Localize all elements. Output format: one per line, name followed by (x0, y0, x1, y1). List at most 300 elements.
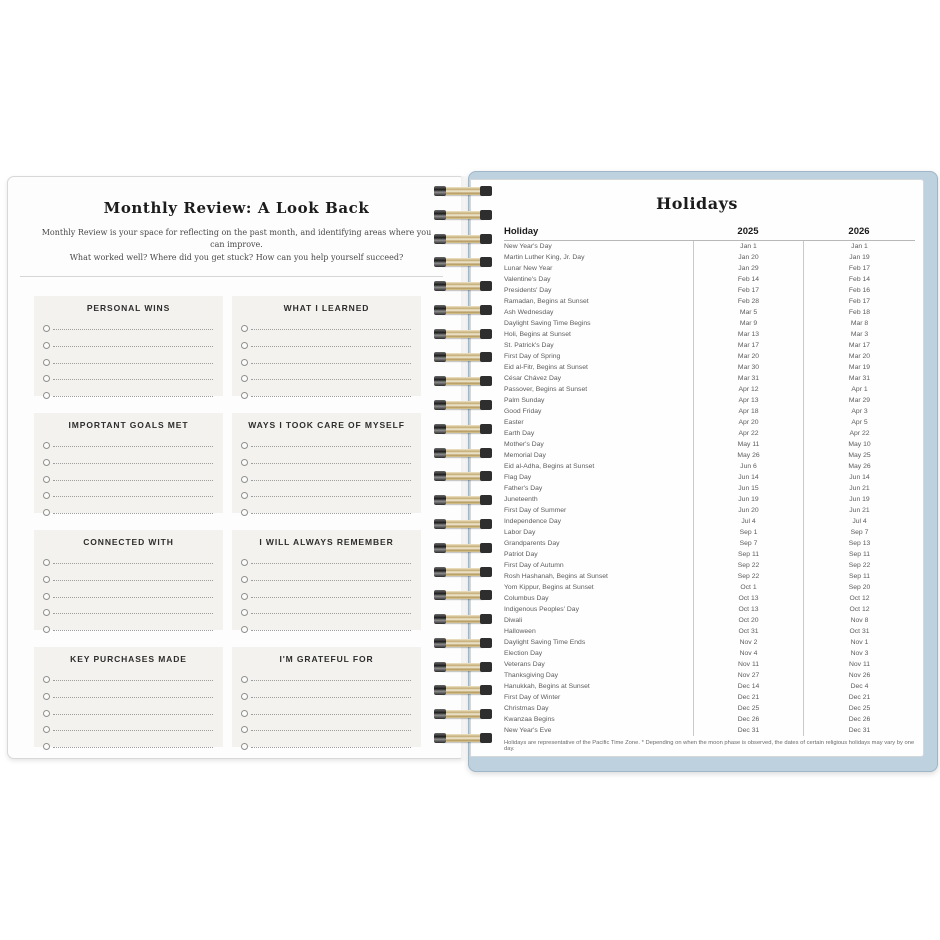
date-2026: Apr 3 (803, 406, 915, 417)
holiday-name: Flag Day (504, 474, 532, 481)
entry-line (43, 349, 214, 366)
holiday-row (504, 241, 915, 252)
bullet-circle-icon (241, 559, 248, 566)
spiral-coil-icon (434, 210, 492, 220)
date-2025: Apr 20 (693, 417, 803, 428)
holiday-row (504, 461, 915, 472)
bullet-circle-icon (241, 325, 248, 332)
date-2026: Jan 1 (803, 241, 915, 252)
holiday-row (504, 725, 915, 736)
date-2026: Apr 5 (803, 417, 915, 428)
column-header-2026: 2026 (848, 226, 870, 237)
review-section (232, 530, 421, 630)
date-2025: Dec 14 (693, 681, 803, 692)
entry-line (43, 332, 214, 349)
date-2026: Sep 11 (803, 549, 915, 560)
spiral-coil-icon (434, 662, 492, 672)
date-2025: Apr 18 (693, 406, 803, 417)
holiday-name: Columbus Day (504, 595, 549, 602)
bullet-circle-icon (43, 375, 50, 382)
holiday-name: Passover, Begins at Sunset (504, 386, 588, 393)
holiday-name: Valentine's Day (504, 276, 551, 283)
entry-line (43, 466, 214, 483)
dotted-writing-line (53, 697, 213, 698)
dotted-writing-line (53, 563, 213, 564)
subtitle-line-1: Monthly Review is your space for reflecting on the past month, and identifying areas where you can improve. (41, 228, 432, 250)
holiday-table (504, 225, 915, 736)
holiday-name: Patriot Day (504, 551, 538, 558)
date-2025: Oct 13 (693, 604, 803, 615)
bullet-circle-icon (241, 626, 248, 633)
dotted-writing-line (53, 363, 213, 364)
spiral-coil-icon (434, 400, 492, 410)
spiral-coil-icon (434, 281, 492, 291)
bullet-circle-icon (241, 693, 248, 700)
dotted-writing-line (53, 747, 213, 748)
holiday-row (504, 263, 915, 274)
timezone-footnote: Holidays are representative of the Pacific Time Zone. * Depending on when the moon phase is observed, the dates of certain religious holidays may vary by one day. (504, 740, 915, 752)
date-2026: May 26 (803, 461, 915, 472)
entry-line (241, 549, 412, 566)
holiday-row (504, 505, 915, 516)
date-2025: Apr 22 (693, 428, 803, 439)
holiday-name: Daylight Saving Time Ends (504, 639, 586, 646)
date-2025: Oct 31 (693, 626, 803, 637)
holiday-row (504, 714, 915, 725)
holiday-name: Indigenous Peoples' Day (504, 606, 579, 613)
dotted-writing-line (53, 446, 213, 447)
dotted-writing-line (251, 714, 411, 715)
entry-line (241, 566, 412, 583)
entry-line (241, 349, 412, 366)
dotted-writing-line (251, 463, 411, 464)
date-2026: Apr 22 (803, 428, 915, 439)
review-section-title: IMPORTANT GOALS MET (68, 420, 189, 431)
date-2026: Mar 31 (803, 373, 915, 384)
spiral-coil-icon (434, 186, 492, 196)
holiday-row (504, 450, 915, 461)
holiday-name: Election Day (504, 650, 543, 657)
holiday-name: New Year's Eve (504, 727, 552, 734)
date-2026: Jun 19 (803, 494, 915, 505)
review-sections-grid (34, 296, 465, 747)
holiday-row (504, 483, 915, 494)
entry-line (241, 700, 412, 717)
bullet-circle-icon (43, 609, 50, 616)
date-2025: Sep 7 (693, 538, 803, 549)
holiday-row (504, 373, 915, 384)
holiday-row (504, 527, 915, 538)
entry-line (241, 366, 412, 383)
holiday-row (504, 340, 915, 351)
holiday-name: St. Patrick's Day (504, 342, 554, 349)
date-2026: May 25 (803, 450, 915, 461)
date-2026: Oct 12 (803, 604, 915, 615)
holiday-name: Ramadan, Begins at Sunset (504, 298, 589, 305)
bullet-circle-icon (241, 726, 248, 733)
entry-line (43, 616, 214, 633)
holiday-row (504, 637, 915, 648)
spiral-coil-icon (434, 424, 492, 434)
spiral-coil-icon (434, 590, 492, 600)
holiday-row (504, 626, 915, 637)
holiday-row (504, 362, 915, 373)
date-2025: May 26 (693, 450, 803, 461)
dotted-writing-line (251, 480, 411, 481)
bullet-circle-icon (43, 492, 50, 499)
review-section-title: CONNECTED WITH (83, 537, 174, 548)
holiday-row (504, 516, 915, 527)
dotted-writing-line (251, 513, 411, 514)
holiday-name: Good Friday (504, 408, 542, 415)
bullet-circle-icon (43, 593, 50, 600)
bullet-circle-icon (241, 710, 248, 717)
date-2025: Mar 13 (693, 329, 803, 340)
dotted-writing-line (53, 680, 213, 681)
dotted-writing-line (53, 396, 213, 397)
dotted-writing-line (53, 379, 213, 380)
holiday-row (504, 582, 915, 593)
entry-line (43, 366, 214, 383)
holiday-name: Grandparents Day (504, 540, 560, 547)
page-title: Monthly Review: A Look Back (103, 199, 370, 217)
bullet-circle-icon (43, 359, 50, 366)
date-2026: Jul 4 (803, 516, 915, 527)
dotted-writing-line (53, 513, 213, 514)
holiday-table-body (504, 241, 915, 736)
date-2026: Dec 21 (803, 692, 915, 703)
holiday-row (504, 318, 915, 329)
dotted-writing-line (251, 379, 411, 380)
bullet-circle-icon (241, 743, 248, 750)
divider-rule (20, 276, 443, 277)
date-2026: Jun 21 (803, 505, 915, 516)
date-2025: Nov 4 (693, 648, 803, 659)
date-2025: Oct 20 (693, 615, 803, 626)
holiday-name: Yom Kippur, Begins at Sunset (504, 584, 594, 591)
date-2026: Apr 1 (803, 384, 915, 395)
entry-line (241, 717, 412, 734)
holiday-name: Palm Sunday (504, 397, 545, 404)
entry-line (43, 432, 214, 449)
dotted-writing-line (251, 346, 411, 347)
holiday-name: Lunar New Year (504, 265, 553, 272)
date-2025: Jul 4 (693, 516, 803, 527)
dotted-writing-line (53, 630, 213, 631)
holiday-name: Thanksgiving Day (504, 672, 559, 679)
holiday-row (504, 681, 915, 692)
spiral-binding (434, 186, 492, 743)
holiday-row (504, 538, 915, 549)
bullet-circle-icon (241, 342, 248, 349)
dotted-writing-line (251, 580, 411, 581)
dotted-writing-line (53, 580, 213, 581)
review-section (34, 296, 223, 396)
date-2025: Sep 11 (693, 549, 803, 560)
review-section (232, 647, 421, 747)
holiday-row (504, 560, 915, 571)
date-2026: Jan 19 (803, 252, 915, 263)
date-2026: Sep 22 (803, 560, 915, 571)
spiral-coil-icon (434, 376, 492, 386)
review-section (34, 413, 223, 513)
holiday-table-header (504, 225, 915, 241)
date-2026: Feb 17 (803, 263, 915, 274)
date-2025: Feb 14 (693, 274, 803, 285)
holiday-row (504, 439, 915, 450)
entry-line (241, 600, 412, 617)
spiral-coil-icon (434, 567, 492, 577)
entry-line (241, 449, 412, 466)
dotted-writing-line (251, 630, 411, 631)
dotted-writing-line (251, 747, 411, 748)
date-2026: Feb 18 (803, 307, 915, 318)
date-2026: Mar 8 (803, 318, 915, 329)
date-2026: Feb 17 (803, 296, 915, 307)
entry-line (241, 382, 412, 399)
date-2025: Dec 21 (693, 692, 803, 703)
date-2025: Mar 17 (693, 340, 803, 351)
entry-line (43, 499, 214, 516)
entry-line (241, 616, 412, 633)
date-2026: Sep 11 (803, 571, 915, 582)
holiday-name: Christmas Day (504, 705, 549, 712)
date-2025: Mar 20 (693, 351, 803, 362)
holiday-name: Earth Day (504, 430, 535, 437)
holiday-name: Holi, Begins at Sunset (504, 331, 571, 338)
bullet-circle-icon (241, 375, 248, 382)
date-2025: Mar 5 (693, 307, 803, 318)
dotted-writing-line (53, 346, 213, 347)
entry-line (43, 549, 214, 566)
spiral-coil-icon (434, 257, 492, 267)
date-2025: Jun 15 (693, 483, 803, 494)
spiral-coil-icon (434, 329, 492, 339)
entry-line (43, 315, 214, 332)
bullet-circle-icon (43, 476, 50, 483)
holiday-row (504, 329, 915, 340)
date-2025: Sep 22 (693, 560, 803, 571)
bullet-circle-icon (43, 693, 50, 700)
date-2026: Oct 12 (803, 593, 915, 604)
entry-line (43, 583, 214, 600)
review-section-title: WAYS I TOOK CARE OF MYSELF (248, 420, 405, 431)
date-2026: May 10 (803, 439, 915, 450)
date-2026: Nov 3 (803, 648, 915, 659)
holiday-name: First Day of Autumn (504, 562, 564, 569)
spiral-coil-icon (434, 709, 492, 719)
date-2026: Nov 26 (803, 670, 915, 681)
holiday-row (504, 285, 915, 296)
holiday-row (504, 549, 915, 560)
holiday-name: Father's Day (504, 485, 543, 492)
holiday-row (504, 571, 915, 582)
dotted-writing-line (53, 329, 213, 330)
holiday-row (504, 604, 915, 615)
date-2025: Feb 28 (693, 296, 803, 307)
dotted-writing-line (53, 480, 213, 481)
date-2025: Mar 30 (693, 362, 803, 373)
holiday-name: First Day of Winter (504, 694, 561, 701)
entry-line (43, 449, 214, 466)
spiral-coil-icon (434, 543, 492, 553)
dotted-writing-line (251, 396, 411, 397)
review-section-title: PERSONAL WINS (86, 303, 171, 314)
review-section (34, 530, 223, 630)
date-2026: Dec 31 (803, 725, 915, 736)
date-2026: Dec 25 (803, 703, 915, 714)
dotted-writing-line (53, 597, 213, 598)
date-2026: Dec 4 (803, 681, 915, 692)
entry-line (43, 683, 214, 700)
spiral-coil-icon (434, 614, 492, 624)
entry-line (241, 483, 412, 500)
bullet-circle-icon (43, 726, 50, 733)
date-2025: Mar 9 (693, 318, 803, 329)
date-2026: Jun 14 (803, 472, 915, 483)
date-2025: Nov 2 (693, 637, 803, 648)
bullet-circle-icon (43, 576, 50, 583)
holiday-name: Hanukkah, Begins at Sunset (504, 683, 590, 690)
holiday-name: Ash Wednesday (504, 309, 554, 316)
date-2026: Nov 8 (803, 615, 915, 626)
bullet-circle-icon (241, 509, 248, 516)
date-2025: Jun 6 (693, 461, 803, 472)
holiday-row (504, 494, 915, 505)
holiday-name: Memorial Day (504, 452, 546, 459)
spiral-coil-icon (434, 495, 492, 505)
column-header-2025: 2025 (737, 226, 759, 237)
holiday-name: New Year's Day (504, 243, 552, 250)
date-2025: Oct 1 (693, 582, 803, 593)
date-2025: Dec 26 (693, 714, 803, 725)
holiday-row (504, 417, 915, 428)
dotted-writing-line (251, 329, 411, 330)
holiday-row (504, 351, 915, 362)
holiday-row (504, 648, 915, 659)
spiral-coil-icon (434, 352, 492, 362)
date-2025: Nov 27 (693, 670, 803, 681)
bullet-circle-icon (241, 392, 248, 399)
holiday-name: Mother's Day (504, 441, 544, 448)
holiday-row (504, 384, 915, 395)
holiday-row (504, 615, 915, 626)
dotted-writing-line (53, 496, 213, 497)
review-section-title: I WILL ALWAYS REMEMBER (259, 537, 394, 548)
dotted-writing-line (251, 496, 411, 497)
column-header-holiday: Holiday (504, 226, 539, 237)
dotted-writing-line (251, 730, 411, 731)
bullet-circle-icon (43, 743, 50, 750)
holiday-name: Presidents' Day (504, 287, 552, 294)
date-2025: Apr 13 (693, 395, 803, 406)
holiday-name: First Day of Summer (504, 507, 567, 514)
holiday-row (504, 406, 915, 417)
date-2026: Nov 11 (803, 659, 915, 670)
spiral-coil-icon (434, 471, 492, 481)
entry-line (43, 483, 214, 500)
date-2025: Dec 25 (693, 703, 803, 714)
date-2026: Feb 16 (803, 285, 915, 296)
holiday-name: César Chávez Day (504, 375, 562, 382)
holiday-row (504, 670, 915, 681)
dotted-writing-line (53, 613, 213, 614)
holiday-row (504, 395, 915, 406)
date-2025: Sep 1 (693, 527, 803, 538)
entry-line (241, 432, 412, 449)
holiday-row (504, 593, 915, 604)
bullet-circle-icon (241, 492, 248, 499)
dotted-writing-line (251, 680, 411, 681)
holiday-row (504, 274, 915, 285)
dotted-writing-line (53, 714, 213, 715)
date-2025: Sep 22 (693, 571, 803, 582)
dotted-writing-line (251, 597, 411, 598)
date-2025: Jan 29 (693, 263, 803, 274)
date-2025: Dec 31 (693, 725, 803, 736)
date-2025: Mar 31 (693, 373, 803, 384)
holiday-name: Kwanzaa Begins (504, 716, 555, 723)
date-2026: Mar 29 (803, 395, 915, 406)
bullet-circle-icon (241, 359, 248, 366)
date-2025: Jan 1 (693, 241, 803, 252)
bullet-circle-icon (43, 325, 50, 332)
spiral-coil-icon (434, 234, 492, 244)
holiday-row (504, 296, 915, 307)
holiday-name: Labor Day (504, 529, 536, 536)
review-section-title: I'M GRATEFUL FOR (279, 654, 374, 665)
dotted-writing-line (251, 363, 411, 364)
bullet-circle-icon (43, 442, 50, 449)
dotted-writing-line (53, 730, 213, 731)
bullet-circle-icon (43, 392, 50, 399)
bullet-circle-icon (43, 509, 50, 516)
bullet-circle-icon (241, 442, 248, 449)
holiday-name: Daylight Saving Time Begins (504, 320, 591, 327)
bullet-circle-icon (43, 626, 50, 633)
spiral-coil-icon (434, 448, 492, 458)
bullet-circle-icon (43, 559, 50, 566)
spiral-coil-icon (434, 305, 492, 315)
entry-line (43, 666, 214, 683)
bullet-circle-icon (241, 593, 248, 600)
bullet-circle-icon (43, 710, 50, 717)
holiday-name: Independence Day (504, 518, 562, 525)
date-2025: Jun 19 (693, 494, 803, 505)
date-2026: Sep 20 (803, 582, 915, 593)
left-page-monthly-review (7, 176, 466, 759)
review-section (232, 296, 421, 396)
holiday-row (504, 472, 915, 483)
date-2026: Mar 17 (803, 340, 915, 351)
date-2026: Mar 20 (803, 351, 915, 362)
dotted-writing-line (251, 613, 411, 614)
date-2026: Mar 19 (803, 362, 915, 373)
holiday-name: Halloween (504, 628, 536, 635)
right-page-holidays (470, 179, 924, 757)
holiday-row (504, 428, 915, 439)
holiday-row (504, 252, 915, 263)
date-2026: Jun 21 (803, 483, 915, 494)
review-section (34, 647, 223, 747)
entry-line (241, 466, 412, 483)
entry-line (43, 566, 214, 583)
date-2025: Jan 20 (693, 252, 803, 263)
holiday-row (504, 659, 915, 670)
date-2026: Sep 13 (803, 538, 915, 549)
holiday-row (504, 692, 915, 703)
bullet-circle-icon (241, 576, 248, 583)
